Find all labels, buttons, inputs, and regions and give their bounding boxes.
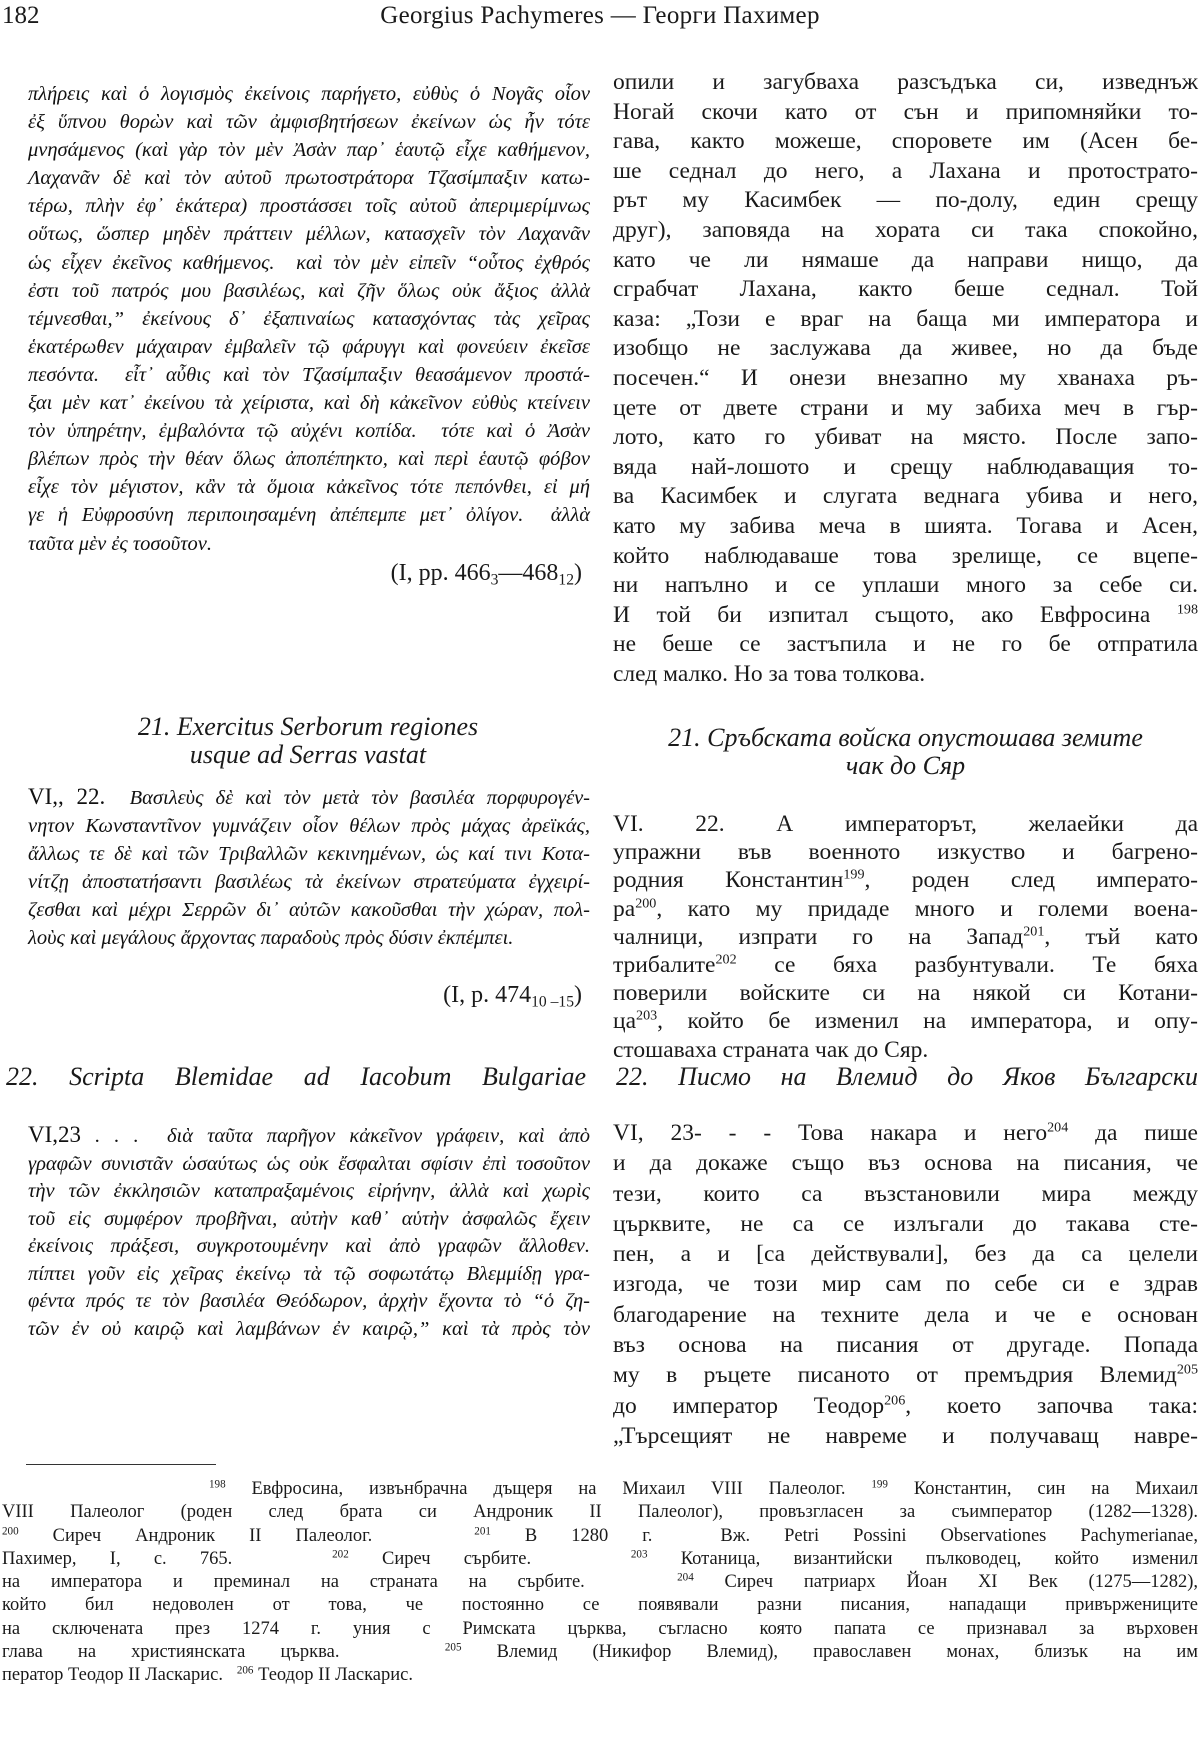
footnote-marker: 200 — [2, 1524, 19, 1537]
line-text: ἑκατέρωθεν μάχαιραν ἐμβαλεῖν τῷ φάρυγγι καὶ φονεύειν ἐκεῖσε — [28, 335, 590, 358]
line-text: Котаница, византийски пълководец, който изменил — [647, 1548, 1198, 1569]
text-line — [613, 1148, 1198, 1178]
text-line — [613, 68, 1198, 98]
line-text: глава на християнската църква. — [2, 1642, 445, 1663]
text-line — [28, 783, 590, 812]
line-text: Λαχανᾶν δὲ καὶ τὸν αὐτοῦ πρωτοστράτορα Τζασίμπαξιν κατω- — [28, 167, 590, 190]
citation-1 — [300, 560, 582, 587]
text-line — [2, 1618, 1198, 1641]
section-heading-22-bulgarian: 22. Писмо на Влемид до Яков Български — [616, 1062, 1198, 1091]
text-line — [28, 305, 590, 333]
footnote-marker: 204 — [677, 1571, 694, 1584]
text-line — [28, 249, 590, 277]
running-title: Georgius Pachymeres — Георги Пахимер — [380, 2, 820, 29]
line-text: се бяха разбунтували. Те бяха — [736, 952, 1198, 979]
line-text: гава, както можеше, споровете им (Асен бе- — [613, 128, 1198, 155]
footnote-marker: 206 — [236, 1664, 254, 1677]
line-text: опили и загубваха разсъдъка си, изведнъж — [613, 69, 1198, 95]
line-text: , който бе изменил на императора, и опу- — [657, 1008, 1198, 1035]
line-text: като му забива меча в шията. Тогава и Асен, — [613, 512, 1198, 539]
text-line — [2, 1571, 1198, 1594]
text-line — [2, 1594, 1198, 1617]
text-line — [613, 601, 1198, 631]
line-text: до император Теодор — [613, 1392, 885, 1419]
citation-text: ) — [574, 982, 582, 1008]
line-text: който наблюдаваше това зрелище, се вцепе- — [613, 542, 1198, 569]
text-line — [28, 192, 590, 220]
text-line — [613, 1330, 1198, 1360]
line-text: благодарение на техните дела и че е основан — [613, 1301, 1198, 1328]
line-text: ператор Теодор II Ласкарис. — [2, 1665, 237, 1686]
line-text: νητον Κωνσταντῖνον γυμνάζειν οἷον θέλων πρὸς μάχας ἀρεϊκάς, — [28, 815, 590, 837]
heading-line: 21. Сръбската войска опустошава земите — [668, 723, 1143, 752]
text-line — [613, 866, 1198, 894]
line-text: ξαι μὲν κατ᾽ ἐκείνου τὰ χείριστα, καὶ δὴ κἀκεῖνον εὐθὺς κτείνειν — [28, 392, 590, 415]
verse-reference: VI,23 — [28, 1122, 82, 1147]
citation-text: ) — [574, 560, 582, 586]
line-text: рът му Касимбек — по-долу, един срещу — [613, 187, 1198, 214]
text-line — [2, 1548, 1198, 1571]
text-line — [613, 660, 1198, 690]
text-line — [613, 1421, 1198, 1451]
line-text: νίτζῃ ἀποστατήσαντι βασιλέως τὰ ἐκείνων στρατεύματα ἐγχειρί- — [28, 871, 590, 893]
line-text: τέμνεσθαι,” ἐκείνους δ᾽ ἐξαπιναίως κατασχόντας τὰς χεῖρας — [28, 307, 590, 330]
line-text: който бил недоволен от това, че постоянно се появявали разни писания, нападащи привържениците — [2, 1595, 1198, 1616]
line-text: църквите, не са се излъгали до такава сте- — [613, 1210, 1198, 1237]
line-text: Βασιλεὺς δὲ καὶ τὸν μετὰ τὸν βασιλέα πορφυρογέν- — [105, 787, 590, 809]
text-line — [613, 1239, 1198, 1269]
line-text: VI. 22. А императорът, желаейки да — [613, 811, 1198, 837]
line-text: ἐξ ὕπνου θορὼν καὶ τῶν ἀμφισβητήσεων ἐκείνων ὡς ἦν τότε — [28, 111, 590, 134]
line-text: εἶχε τὸν μέγιστον, κἂν τὰ ὅμοια κἀκεῖνος τότε πεπόνθει, εἰ μή — [28, 476, 590, 499]
text-line — [2, 1641, 1198, 1664]
line-text: ὡς εἶχεν ἐκεῖνος καθήμενος. καὶ τὸν μὲν εἰπεῖν “οὗτος ἐχθρός — [28, 251, 590, 274]
line-text: πεσόντα. εἶτ᾽ αὖθις καὶ τὸν Τζασίμπαξιν θεασάμενον προστά- — [28, 363, 590, 386]
text-line — [613, 394, 1198, 424]
footnote-marker: 198 — [1176, 601, 1198, 618]
text-line — [28, 80, 590, 108]
text-line — [28, 1178, 590, 1206]
heading-line: usque ad Serras vastat — [189, 740, 427, 769]
line-text: ἐστι τοῦ πατρός μου βασιλέως, καὶ ζῆν ὅλως οὐκ ἄξιος ἀλλὰ — [28, 279, 590, 302]
text-line — [613, 186, 1198, 216]
footnote-marker: 198 — [208, 1478, 226, 1491]
text-line — [613, 157, 1198, 187]
line-text: сграбчат Лахана, както беше седнал. Той — [613, 276, 1198, 303]
line-text: Константин, син на Михаил — [887, 1479, 1198, 1499]
line-text: на сключената през 1274 г. уния с Римската църква, съгласно която папата се признавал за върховен — [2, 1618, 1198, 1639]
page-number: 182 — [2, 2, 40, 29]
text-line — [28, 868, 590, 896]
line-text: . . . διὰ ταῦτα παρῆγον κἀκεῖνον γράφειν, καὶ ἀπὸ — [81, 1125, 590, 1147]
text-line — [28, 445, 590, 473]
line-text: родния Константин — [613, 867, 844, 894]
line-text: стошаваха страната чак до Сяр. — [613, 1036, 929, 1063]
line-text: И той би изпитал същото, ако Евфросина — [613, 601, 1177, 628]
footnote-marker: 199 — [871, 1478, 888, 1491]
line-text: γραφῶν συνιστᾶν ὡσαύτως ὡς οὐκ ἔσφαλται σφίσιν ἐπὶ τοσοῦτον — [28, 1152, 590, 1175]
line-text: и да докаже също въз основа на писания, че — [613, 1150, 1198, 1177]
line-text: Теодор II Ласкарис. — [253, 1665, 413, 1686]
text-line — [613, 423, 1198, 453]
text-line — [613, 630, 1198, 660]
line-text: изгода, че този мир сам по себе си е здрав — [613, 1271, 1198, 1298]
text-line — [613, 1360, 1198, 1390]
citation-sub: 10 –15 — [531, 993, 574, 1011]
text-line — [28, 1233, 590, 1261]
line-text: не беше се застъпила и не го бе отпратила — [613, 631, 1198, 658]
text-line — [613, 1391, 1198, 1421]
line-text: ἐκείνοις πράξεσι, συγκροτουμένην καὶ ἀπὸ γραφῶν ἄλλοθεν. — [28, 1235, 590, 1257]
line-text: , като му придаде много и големи воена- — [656, 895, 1198, 922]
text-line — [2, 1525, 1198, 1548]
greek-passage-2 — [28, 783, 590, 952]
bulgarian-passage-2 — [613, 810, 1198, 1064]
greek-passage-3 — [28, 1121, 590, 1343]
heading-line: 21. Exercitus Serborum regiones — [137, 712, 479, 741]
text-line — [2, 1664, 1198, 1687]
text-line — [28, 1121, 590, 1151]
line-text: πλήρεις καὶ ὁ λογισμὸς ἐκείνοις παρήγετο, εὐθὺς ὁ Νογᾶς οἷον — [28, 83, 590, 105]
verse-reference: VI,, 22. — [28, 784, 106, 809]
text-line — [28, 501, 590, 529]
text-line — [613, 246, 1198, 276]
line-text: , тъй като — [1044, 923, 1198, 950]
text-line — [613, 453, 1198, 483]
text-line — [613, 1179, 1198, 1209]
bulgarian-passage-3 — [613, 1118, 1198, 1451]
line-text: чалници, изпрати го на Запад — [613, 923, 1024, 950]
text-line — [613, 334, 1198, 364]
line-text: поверили войските си на някой си Котани- — [613, 980, 1198, 1007]
line-text: „Търсещият не навреме и получаващ навре- — [613, 1422, 1198, 1449]
line-text: Сиреч сърбите. — [348, 1548, 631, 1569]
text-line — [28, 136, 590, 164]
text-line — [28, 361, 590, 389]
text-line — [28, 530, 590, 558]
line-text: посечен.“ И онези внезапно му хванаха ръ- — [613, 364, 1198, 391]
line-text: οὕτως, ὥσπερ μηδὲν πράττειν μέλλων, κατασχεῖν τὸν Λαχανᾶν — [28, 223, 590, 246]
section-heading-22-latin: 22. Scripta Blemidae ad Iacobum Bulgariae — [6, 1062, 586, 1091]
text-line — [613, 895, 1198, 923]
footnote-marker: 205 — [1176, 1361, 1198, 1378]
text-line — [28, 220, 590, 248]
text-line — [613, 542, 1198, 572]
line-text: τέρω, πλὴν ἐφ᾽ ἑκάτερα) προστάσσει τοῖς αὐτοῦ ἀπεριμερίμνως — [28, 195, 590, 218]
line-text: като че ли нямаше да направи нищо, да — [613, 246, 1198, 273]
line-text: Евфросина, извънбрачна дъщеря на Михаил VIII Палеолог. — [225, 1479, 872, 1499]
text-line — [613, 98, 1198, 128]
footnote-marker: 200 — [635, 895, 657, 912]
line-text: γε ἡ Εὐφροσύνη περιποιησαμένη ἀπέπεμπε μετ᾽ ὀλίγον. ἀλλὰ — [28, 504, 590, 527]
text-line — [28, 1288, 590, 1316]
line-text: В 1280 г. Вж. Petri Possini Observationes Pachymerianae, — [490, 1525, 1199, 1546]
line-text: τῶν ἐν οὐ καιρῷ καὶ λαμβάνων ἐν καιρῷ,” καὶ τὰ πρὸς τὸν — [28, 1317, 590, 1340]
text-line — [613, 1269, 1198, 1299]
line-text: βλέπων πρὸς τὴν θέαν ὅλως ἀποπέπηκτο, καὶ περὶ ἑαυτῷ φόβον — [28, 448, 590, 471]
text-line — [613, 1118, 1198, 1148]
line-text: вяда най-лошото и срещу наблюдаващия то- — [613, 453, 1198, 480]
text-line — [28, 108, 590, 136]
text-line — [28, 473, 590, 501]
footnote-marker: 202 — [332, 1548, 349, 1561]
text-line — [28, 417, 590, 445]
greek-passage-1 — [28, 80, 590, 558]
line-text: Сиреч патриарх Йоан XI Век (1275—1282), — [693, 1572, 1198, 1593]
line-text: на императора и преминал на страната на сърбите. — [2, 1572, 678, 1593]
footnote-marker: 203 — [630, 1548, 648, 1561]
citation-sub: 3 — [490, 571, 499, 589]
line-text: ра — [613, 895, 636, 922]
footnote-marker: 202 — [715, 951, 737, 968]
footnote-divider — [26, 1464, 216, 1465]
line-text: упражни във военното изкуство и багрено- — [613, 839, 1198, 866]
citation-text: (I, pp. 466 — [390, 560, 491, 586]
text-line — [613, 838, 1198, 866]
citation-sub: 12 — [558, 571, 574, 589]
text-line — [613, 512, 1198, 542]
footnote-marker: 201 — [474, 1524, 491, 1537]
line-text: след малко. Но за това толкова. — [613, 660, 926, 687]
text-line — [613, 1036, 1198, 1064]
text-line — [28, 896, 590, 924]
text-line — [613, 127, 1198, 157]
line-text: μνησάμενος (καὶ γὰρ τὸν μὲν Ἀσὰν παρ᾽ ἑαυτῷ εἶχε καθήμενον, — [28, 139, 590, 162]
text-line — [613, 810, 1198, 838]
line-text: Сиреч Андроник II Палеолог. — [18, 1525, 475, 1546]
line-text: VIII Палеолог (роден след брата си Андроник II Палеолог), провъзгласен за съимператор (1282—1328). — [2, 1502, 1198, 1523]
line-text: ἄλλως τε δὲ καὶ τῶν Τριβαλλῶν κεκινημένων, ὡς καί τινι Κοτα- — [28, 843, 590, 865]
text-line — [613, 979, 1198, 1007]
line-text: φέντα πρός τε τὸν βασιλέα Θεόδωρον, ἀρχὴν ἔχοντα τὸ “ὁ ζη- — [28, 1290, 590, 1312]
line-text: каза: „Този е враг на баща ми императора и — [613, 305, 1198, 332]
text-line — [28, 333, 590, 361]
line-text: πίπτει γοῦν εἰς χεῖρας ἐκείνῳ τὰ τῷ σοφωτάτῳ Βλεμμίδῃ γρα- — [28, 1262, 590, 1285]
text-line — [613, 1300, 1198, 1330]
line-text: VI, 23- - - Това накара и него — [613, 1120, 1048, 1146]
footnote-marker: 204 — [1047, 1119, 1069, 1136]
text-line — [613, 951, 1198, 979]
heading-line: чак до Сяр — [845, 751, 966, 780]
text-line — [28, 1206, 590, 1234]
line-text: ца — [613, 1008, 637, 1035]
text-line — [613, 1209, 1198, 1239]
line-text: въз основа на писания от другаде. Попада — [613, 1332, 1198, 1359]
line-text: изобщо не заслужава да живее, но да бъде — [613, 335, 1198, 362]
text-line — [28, 1261, 590, 1289]
line-text: пен, а и [са действували], без да са целели — [613, 1241, 1198, 1268]
footnote-marker: 203 — [636, 1007, 658, 1024]
bulgarian-passage-1 — [613, 68, 1198, 689]
text-line — [2, 1478, 1198, 1501]
line-text: Пахимер, I, с. 765. — [2, 1548, 333, 1569]
line-text: му в ръцете писаното от премъдрия Влемид — [613, 1362, 1177, 1389]
footnotes — [2, 1478, 1198, 1688]
line-text: ни напълно и се уплаши много за себе си. — [613, 572, 1198, 599]
text-line — [613, 482, 1198, 512]
text-line — [613, 305, 1198, 335]
text-line — [613, 364, 1198, 394]
footnote-marker: 205 — [444, 1641, 462, 1654]
text-line — [28, 924, 590, 952]
line-text: τοῦ εἰς συμφέρον προβῆναι, αὐτὴν καθ᾽ αὑτὴν ἀσφαλῶς ἔχειν — [28, 1207, 590, 1230]
citation-text: —468 — [498, 560, 559, 586]
line-text: , роден след императо- — [864, 867, 1198, 894]
line-text: ше седнал до него, а Лахана и протострато- — [613, 157, 1198, 184]
line-text — [2, 1479, 209, 1499]
text-line — [2, 1501, 1198, 1524]
footnote-marker: 206 — [884, 1392, 906, 1409]
footnote-marker: 201 — [1023, 923, 1045, 940]
line-text: да пише — [1068, 1120, 1198, 1146]
line-text: друг), заповяда на хората си така спокойно, — [613, 216, 1198, 243]
line-text: тези, които са възстановили мира между — [613, 1180, 1198, 1207]
text-line — [28, 277, 590, 305]
text-line — [613, 216, 1198, 246]
citation-2 — [300, 982, 582, 1009]
footnote-marker: 199 — [843, 866, 865, 883]
text-line — [28, 1316, 590, 1344]
text-line — [28, 164, 590, 192]
text-line — [28, 1151, 590, 1179]
text-line — [613, 1007, 1198, 1035]
text-line — [613, 571, 1198, 601]
text-line — [28, 389, 590, 417]
line-text: лото, като го убиват на място. После запо- — [613, 424, 1198, 451]
line-text: λοὺς καὶ μεγάλους ἄρχοντας παραδοὺς πρὸς δύσιν ἐκπέμπει. — [28, 927, 514, 949]
line-text: , което започва така: — [905, 1392, 1198, 1419]
line-text: ταῦτα μὲν ἐς τοσοῦτον. — [28, 532, 213, 555]
line-text: трибалите — [613, 952, 716, 979]
section-heading-21-latin — [28, 713, 588, 769]
text-line — [28, 812, 590, 840]
text-line — [613, 275, 1198, 305]
line-text: τὸν ὑπηρέτην, ἐμβαλόντα τῷ αὐχένι κοπίδα. τότε καὶ ὁ Ἀσὰν — [28, 420, 590, 443]
line-text: ζεσθαι καὶ μέχρι Σερρῶν δι᾽ αὐτῶν κακοῦσθαι τὴν χώραν, πολ- — [28, 899, 590, 921]
line-text: Ногай скочи като от сън и припомняйки то- — [613, 98, 1198, 125]
line-text: τὴν τῶν ἐκκλησιῶν καταπραξαμένοις εἰρήνην, ἀλλὰ καὶ χωρὶς — [28, 1180, 590, 1202]
line-text: ва Касимбек и слугата веднага убива и него, — [613, 483, 1198, 510]
citation-text: (I, p. 474 — [443, 982, 532, 1008]
text-line — [28, 840, 590, 868]
line-text: Влемид (Никифор Влемид), православен монах, близък на им — [461, 1642, 1198, 1663]
text-line — [613, 923, 1198, 951]
section-heading-21-bulgarian — [613, 724, 1198, 780]
line-text: цете от двете страни и му забиха меч в гър- — [613, 394, 1198, 421]
